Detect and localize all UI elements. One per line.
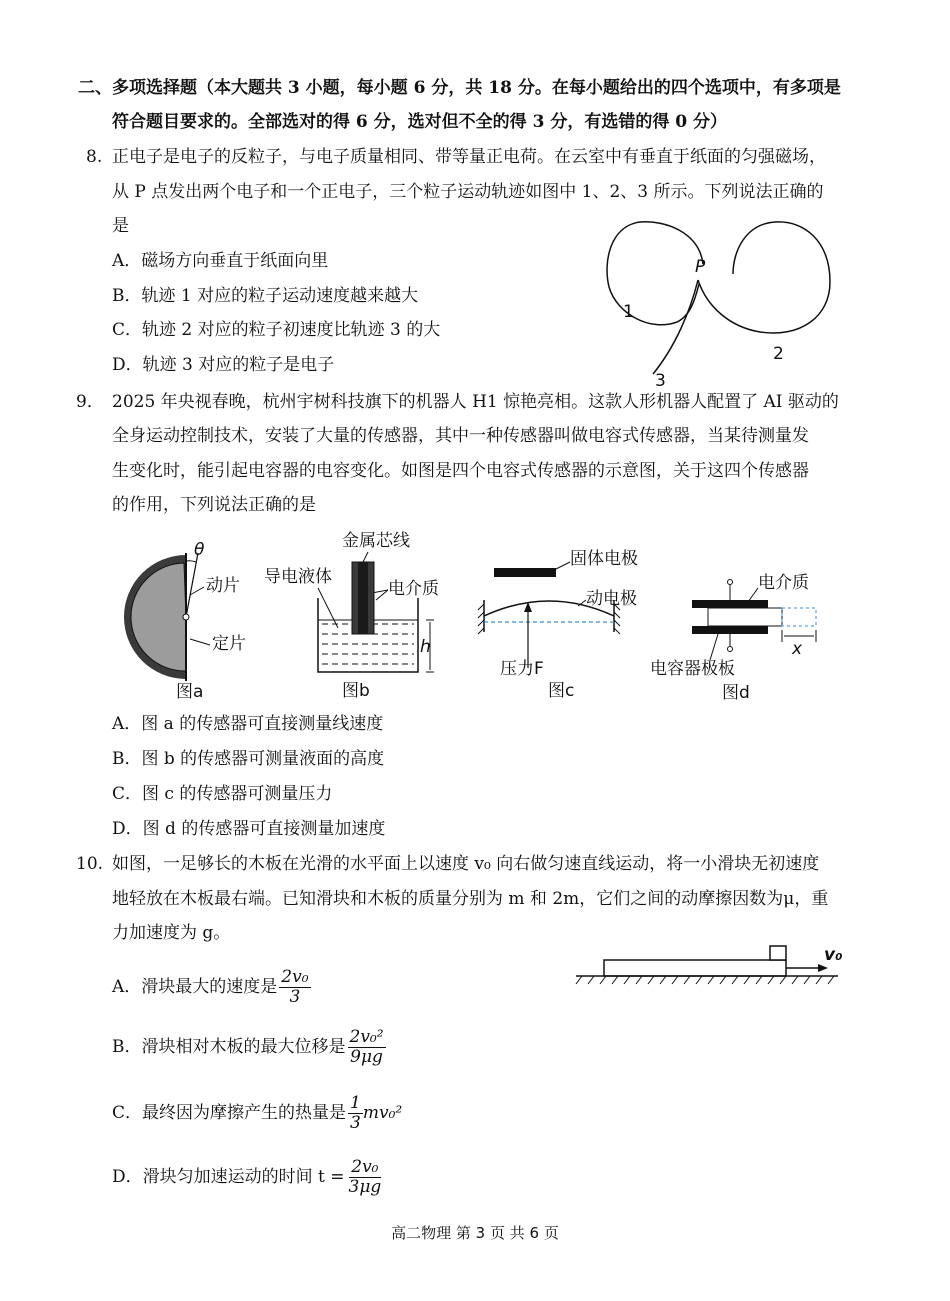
q9-option-d: D．图 d 的传感器可直接测量加速度 xyxy=(112,819,386,839)
q10-text-line2: 地轻放在木板最右端。已知滑块和木板的质量分别为 m 和 2m，它们之间的动摩擦因数为μ，重 xyxy=(112,889,829,909)
q9-text-line3: 生变化时，能引起电容器的电容变化。如图是四个电容式传感器的示意图，关于这四个传感器 xyxy=(112,461,809,481)
q8-point-p: P xyxy=(695,257,706,277)
q8-number: 8. xyxy=(86,147,103,167)
q9-fig-b-core-label: 金属芯线 xyxy=(342,531,410,551)
q10-slider-block xyxy=(770,946,786,960)
q10-option-c-tail: mv₀² xyxy=(362,1103,403,1123)
q10-option-c-num: 1 xyxy=(350,1093,361,1113)
q10-option-c xyxy=(112,1094,402,1133)
q9-fig-a-fixed-label: 定片 xyxy=(212,634,246,654)
q9-option-a: A．图 a 的传感器可直接测量线速度 xyxy=(112,714,384,734)
q9-fig-a-theta: θ xyxy=(194,540,205,560)
q9-fig-d-top-plate xyxy=(692,600,768,608)
q8-option-a: A．磁场方向垂直于纸面向里 xyxy=(112,251,329,271)
q10-option-b-text: B．滑块相对木板的最大位移是 xyxy=(112,1037,346,1057)
q10-option-a-num: 2v₀ xyxy=(281,967,309,987)
q8-option-c: C．轨迹 2 对应的粒子初速度比轨迹 3 的大 xyxy=(112,320,441,340)
q10-option-b-num: 2v₀² xyxy=(349,1027,384,1047)
q8-track3-path xyxy=(653,280,698,374)
q9-fig-b-liquid-label: 导电液体 xyxy=(264,567,332,587)
section-header-line2: 符合题目要求的。全部选对的得 6 分，选对但不全的得 3 分，有选错的得 0 分） xyxy=(112,112,727,132)
q8-label-1: 1 xyxy=(623,302,634,322)
q9-text-line1: 2025 年央视春晚，杭州宇树科技旗下的机器人 H1 惊艳亮相。这款人形机器人配置了 AI 驱动的 xyxy=(112,392,839,412)
q10-text-line3: 力加速度为 g。 xyxy=(112,923,231,943)
q9-fig-c-caption: 图c xyxy=(548,681,575,701)
q8-option-d: D．轨迹 3 对应的粒子是电子 xyxy=(112,355,335,375)
q9-figure-d xyxy=(648,568,828,706)
q10-option-b-den: 9μg xyxy=(350,1047,383,1067)
q9-option-b: B．图 b 的传感器可测量液面的高度 xyxy=(112,749,385,769)
q9-fig-b-h: h xyxy=(420,637,431,657)
page-footer: 高二物理 第 3 页 共 6 页 xyxy=(391,1224,559,1242)
q10-option-d-fraction xyxy=(347,1158,384,1197)
q10-option-d-num: 2v₀ xyxy=(351,1157,379,1177)
q10-v0-label: v₀ xyxy=(824,945,843,965)
q10-option-d-den: 3μg xyxy=(348,1177,382,1197)
q10-option-a xyxy=(112,968,311,1007)
q10-option-a-text: A．滑块最大的速度是 xyxy=(112,977,278,997)
q9-fig-c-solid-label: 固体电极 xyxy=(570,549,638,569)
q9-fig-d-dielectric-label: 电介质 xyxy=(758,573,809,593)
q9-fig-a-caption: 图a xyxy=(176,682,204,702)
q10-board-figure xyxy=(572,936,844,992)
q10-option-d xyxy=(112,1158,383,1197)
q9-figure-c xyxy=(474,540,654,706)
q8-text-line1: 正电子是电子的反粒子，与电子质量相同、带等量正电荷。在云室中有垂直于纸面的匀强磁场， xyxy=(112,147,826,167)
q9-text-line2: 全身运动控制技术，安装了大量的传感器，其中一种传感器叫做电容式传感器，当某待测量发 xyxy=(112,426,809,446)
q10-option-a-den: 3 xyxy=(289,987,301,1007)
q9-number: 9． xyxy=(76,392,104,412)
q10-option-b-fraction xyxy=(348,1028,386,1067)
q8-option-b: B．轨迹 1 对应的粒子运动速度越来越大 xyxy=(112,286,419,306)
q9-option-c: C．图 c 的传感器可测量压力 xyxy=(112,784,333,804)
q10-option-a-fraction xyxy=(279,968,310,1007)
q9-fig-d-plates-label: 电容器极板 xyxy=(650,659,735,679)
q10-board xyxy=(604,960,786,976)
q9-fig-d-caption: 图d xyxy=(722,683,750,703)
q8-text-line3: 是 xyxy=(112,216,129,236)
section-header-line1: 二、多项选择题（本大题共 3 小题，每小题 6 分，共 18 分。在每小题给出的四个选项中，有多项是 xyxy=(78,78,841,98)
q9-fig-d-bottom-plate xyxy=(692,626,768,634)
q10-number: 10. xyxy=(76,854,104,874)
q10-option-c-text: C．最终因为摩擦产生的热量是 xyxy=(112,1103,347,1123)
q10-option-d-text: D．滑块匀加速运动的时间 t = xyxy=(112,1167,345,1187)
q8-track-figure xyxy=(595,212,845,390)
q8-label-3: 3 xyxy=(655,371,666,390)
q9-text-line4: 的作用，下列说法正确的是 xyxy=(112,495,316,515)
q9-fig-c-force-label: 压力F xyxy=(500,659,544,679)
q10-option-c-fraction xyxy=(348,1094,363,1133)
q9-fig-b-dielectric-label: 电介质 xyxy=(388,579,439,599)
q9-fig-c-moving-label: 动电极 xyxy=(586,589,637,609)
q8-text-line2: 从 P 点发出两个电子和一个正电子，三个粒子运动轨迹如图中 1、2、3 所示。下列说法正确的 xyxy=(112,182,824,202)
q10-text-line1: 如图，一足够长的木板在光滑的水平面上以速度 v₀ 向右做匀速直线运动，将一小滑块无初速度 xyxy=(112,854,820,874)
q9-fig-b-caption: 图b xyxy=(342,681,370,701)
q10-option-b xyxy=(112,1028,386,1067)
q9-fig-a-moving-label: 动片 xyxy=(206,576,240,596)
q9-figure-a xyxy=(120,535,270,705)
q8-label-2: 2 xyxy=(773,344,784,364)
q9-figure-b xyxy=(258,528,458,706)
q8-track2-path xyxy=(698,222,830,333)
q9-fig-d-x: x xyxy=(792,639,803,659)
q9-fig-c-solid-electrode xyxy=(494,568,556,577)
q10-option-c-den: 3 xyxy=(350,1113,361,1133)
